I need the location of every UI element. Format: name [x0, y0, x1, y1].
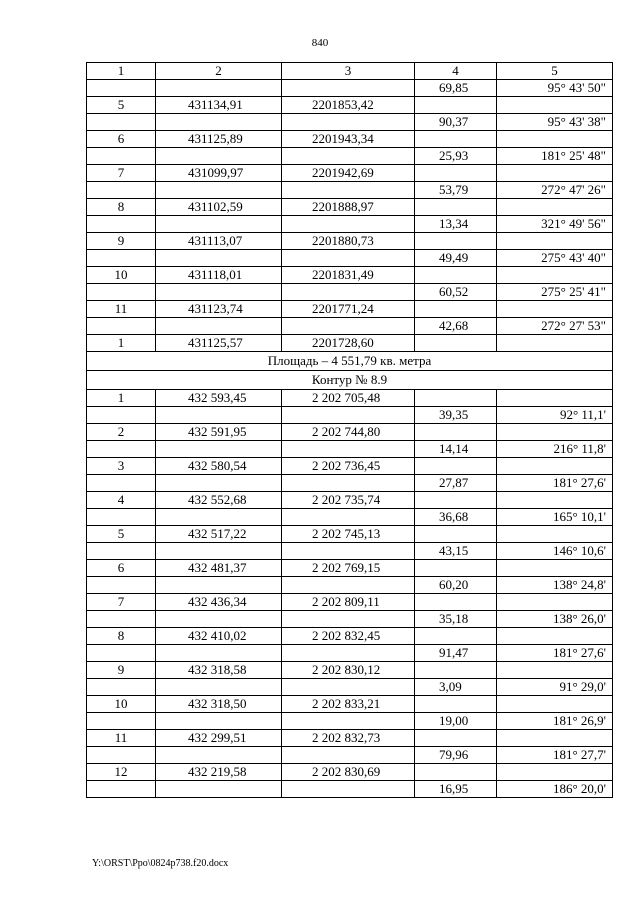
empty-cell [282, 318, 415, 335]
empty-cell [282, 80, 415, 97]
segment-bearing: 181° 25' 48" [497, 148, 613, 165]
segment-row [87, 148, 613, 165]
point-row [87, 458, 613, 475]
point-number: 6 [87, 560, 156, 577]
empty-cell [282, 679, 415, 696]
empty-cell [282, 577, 415, 594]
point-number: 4 [87, 492, 156, 509]
segment-bearing: 181° 26,9' [497, 713, 613, 730]
empty-cell [87, 713, 156, 730]
segment-row [87, 611, 613, 628]
segment-distance: 35,18 [415, 611, 497, 628]
coord-y: 2201831,49 [282, 267, 415, 284]
empty-cell [87, 182, 156, 199]
segment-distance: 42,68 [415, 318, 497, 335]
empty-cell [497, 628, 613, 645]
empty-cell [497, 594, 613, 611]
coord-y: 2 202 832,73 [282, 730, 415, 747]
coord-x: 431125,57 [156, 335, 282, 352]
coord-x: 432 299,51 [156, 730, 282, 747]
coord-x: 431099,97 [156, 165, 282, 182]
coord-x: 432 517,22 [156, 526, 282, 543]
empty-cell [282, 645, 415, 662]
segment-distance: 3,09 [415, 679, 497, 696]
point-number: 10 [87, 267, 156, 284]
empty-cell [497, 335, 613, 352]
empty-cell [156, 148, 282, 165]
point-number: 9 [87, 662, 156, 679]
segment-row [87, 713, 613, 730]
empty-cell [87, 475, 156, 492]
empty-cell [497, 696, 613, 713]
point-row [87, 335, 613, 352]
coordinates-table [86, 62, 613, 798]
segment-bearing: 272° 47' 26" [497, 182, 613, 199]
empty-cell [87, 216, 156, 233]
point-number: 9 [87, 233, 156, 250]
coord-y: 2201728,60 [282, 335, 415, 352]
coord-y: 2201853,42 [282, 97, 415, 114]
empty-cell [415, 390, 497, 407]
segment-row [87, 250, 613, 267]
section-band-text: Контур № 8.9 [87, 371, 613, 390]
segment-distance: 36,68 [415, 509, 497, 526]
point-number: 5 [87, 97, 156, 114]
empty-cell [156, 80, 282, 97]
segment-row [87, 441, 613, 458]
point-row [87, 233, 613, 250]
coord-y: 2 202 809,11 [282, 594, 415, 611]
coord-y: 2 202 769,15 [282, 560, 415, 577]
coord-y: 2201942,69 [282, 165, 415, 182]
coord-x: 432 436,34 [156, 594, 282, 611]
segment-distance: 60,52 [415, 284, 497, 301]
empty-cell [282, 407, 415, 424]
empty-cell [282, 781, 415, 798]
segment-bearing: 146° 10,6' [497, 543, 613, 560]
empty-cell [415, 730, 497, 747]
empty-cell [87, 407, 156, 424]
segment-bearing: 91° 29,0' [497, 679, 613, 696]
point-number: 2 [87, 424, 156, 441]
point-row [87, 267, 613, 284]
empty-cell [415, 560, 497, 577]
segment-row [87, 543, 613, 560]
header-cell-3: 3 [282, 63, 415, 80]
coord-x: 432 591,95 [156, 424, 282, 441]
segment-bearing: 138° 26,0' [497, 611, 613, 628]
point-number: 1 [87, 335, 156, 352]
empty-cell [497, 199, 613, 216]
empty-cell [497, 97, 613, 114]
empty-cell [497, 662, 613, 679]
segment-distance: 43,15 [415, 543, 497, 560]
segment-bearing: 165° 10,1' [497, 509, 613, 526]
point-row [87, 131, 613, 148]
segment-row [87, 509, 613, 526]
point-number: 11 [87, 730, 156, 747]
empty-cell [156, 645, 282, 662]
empty-cell [282, 441, 415, 458]
empty-cell [282, 713, 415, 730]
empty-cell [282, 509, 415, 526]
empty-cell [87, 250, 156, 267]
empty-cell [415, 628, 497, 645]
empty-cell [156, 475, 282, 492]
empty-cell [156, 611, 282, 628]
point-row [87, 301, 613, 318]
empty-cell [282, 182, 415, 199]
point-row [87, 97, 613, 114]
empty-cell [415, 696, 497, 713]
empty-cell [156, 577, 282, 594]
empty-cell [282, 475, 415, 492]
empty-cell [87, 679, 156, 696]
segment-row [87, 182, 613, 199]
empty-cell [282, 284, 415, 301]
segment-row [87, 216, 613, 233]
empty-cell [497, 560, 613, 577]
header-cell-1: 1 [87, 63, 156, 80]
point-row [87, 390, 613, 407]
coord-y: 2 202 736,45 [282, 458, 415, 475]
point-row [87, 628, 613, 645]
empty-cell [415, 97, 497, 114]
segment-bearing: 92° 11,1' [497, 407, 613, 424]
empty-cell [497, 301, 613, 318]
segment-distance: 27,87 [415, 475, 497, 492]
empty-cell [87, 284, 156, 301]
empty-cell [282, 114, 415, 131]
segment-row [87, 645, 613, 662]
empty-cell [156, 781, 282, 798]
empty-cell [282, 543, 415, 560]
segment-distance: 25,93 [415, 148, 497, 165]
segment-bearing: 138° 24,8' [497, 577, 613, 594]
empty-cell [87, 645, 156, 662]
coord-y: 2201880,73 [282, 233, 415, 250]
empty-cell [415, 267, 497, 284]
coord-y: 2 202 735,74 [282, 492, 415, 509]
empty-cell [156, 679, 282, 696]
coord-x: 432 580,54 [156, 458, 282, 475]
empty-cell [415, 131, 497, 148]
empty-cell [415, 199, 497, 216]
coord-x: 431123,74 [156, 301, 282, 318]
empty-cell [87, 781, 156, 798]
segment-row [87, 475, 613, 492]
empty-cell [156, 250, 282, 267]
page-number: 840 [311, 37, 329, 49]
empty-cell [497, 233, 613, 250]
empty-cell [415, 165, 497, 182]
empty-cell [156, 216, 282, 233]
section-band-text: Площадь – 4 551,79 кв. метра [87, 352, 613, 371]
coord-y: 2 202 705,48 [282, 390, 415, 407]
segment-distance: 14,14 [415, 441, 497, 458]
point-row [87, 764, 613, 781]
coord-x: 432 410,02 [156, 628, 282, 645]
point-row [87, 492, 613, 509]
empty-cell [497, 165, 613, 182]
empty-cell [87, 148, 156, 165]
segment-distance: 53,79 [415, 182, 497, 199]
segment-distance: 60,20 [415, 577, 497, 594]
empty-cell [415, 233, 497, 250]
point-number: 8 [87, 628, 156, 645]
empty-cell [415, 662, 497, 679]
empty-cell [415, 301, 497, 318]
empty-cell [156, 182, 282, 199]
empty-cell [497, 730, 613, 747]
empty-cell [282, 216, 415, 233]
segment-row [87, 679, 613, 696]
segment-row [87, 318, 613, 335]
empty-cell [87, 114, 156, 131]
point-number: 7 [87, 594, 156, 611]
segment-row [87, 781, 613, 798]
coord-x: 432 481,37 [156, 560, 282, 577]
point-row [87, 696, 613, 713]
point-number: 10 [87, 696, 156, 713]
table-header-row [87, 63, 613, 80]
coordinates-table-body [87, 63, 613, 798]
point-number: 12 [87, 764, 156, 781]
empty-cell [415, 492, 497, 509]
point-number: 5 [87, 526, 156, 543]
empty-cell [497, 764, 613, 781]
point-number: 1 [87, 390, 156, 407]
header-cell-5: 5 [497, 63, 613, 80]
empty-cell [87, 509, 156, 526]
point-row [87, 594, 613, 611]
coord-y: 2 202 833,21 [282, 696, 415, 713]
header-cell-4: 4 [415, 63, 497, 80]
empty-cell [497, 458, 613, 475]
empty-cell [497, 390, 613, 407]
coord-y: 2 202 830,12 [282, 662, 415, 679]
empty-cell [282, 611, 415, 628]
segment-bearing: 181° 27,7' [497, 747, 613, 764]
coord-x: 432 593,45 [156, 390, 282, 407]
segment-bearing: 321° 49' 56" [497, 216, 613, 233]
coord-y: 2 202 830,69 [282, 764, 415, 781]
point-number: 6 [87, 131, 156, 148]
empty-cell [87, 80, 156, 97]
segment-bearing: 95° 43' 50" [497, 80, 613, 97]
point-row [87, 662, 613, 679]
coord-x: 432 318,58 [156, 662, 282, 679]
empty-cell [87, 318, 156, 335]
point-row [87, 730, 613, 747]
segment-row [87, 407, 613, 424]
point-row [87, 526, 613, 543]
coord-y: 2201771,24 [282, 301, 415, 318]
empty-cell [87, 543, 156, 560]
segment-row [87, 114, 613, 131]
empty-cell [156, 318, 282, 335]
segment-distance: 13,34 [415, 216, 497, 233]
empty-cell [156, 747, 282, 764]
segment-distance: 19,00 [415, 713, 497, 730]
empty-cell [156, 407, 282, 424]
empty-cell [87, 611, 156, 628]
coord-x: 431113,07 [156, 233, 282, 250]
empty-cell [282, 250, 415, 267]
empty-cell [497, 492, 613, 509]
segment-bearing: 275° 43' 40" [497, 250, 613, 267]
segment-bearing: 275° 25' 41" [497, 284, 613, 301]
empty-cell [497, 131, 613, 148]
segment-distance: 49,49 [415, 250, 497, 267]
empty-cell [156, 543, 282, 560]
coord-y: 2201943,34 [282, 131, 415, 148]
segment-row [87, 80, 613, 97]
point-row [87, 424, 613, 441]
empty-cell [415, 594, 497, 611]
segment-distance: 16,95 [415, 781, 497, 798]
empty-cell [156, 114, 282, 131]
coord-x: 431134,91 [156, 97, 282, 114]
point-number: 8 [87, 199, 156, 216]
empty-cell [87, 747, 156, 764]
segment-bearing: 181° 27,6' [497, 645, 613, 662]
segment-bearing: 272° 27' 53" [497, 318, 613, 335]
segment-bearing: 95° 43' 38" [497, 114, 613, 131]
segment-distance: 69,85 [415, 80, 497, 97]
coord-x: 431125,89 [156, 131, 282, 148]
section-band-row [87, 371, 613, 390]
coord-x: 431102,59 [156, 199, 282, 216]
point-row [87, 560, 613, 577]
segment-row [87, 577, 613, 594]
coord-y: 2 202 745,13 [282, 526, 415, 543]
empty-cell [282, 747, 415, 764]
segment-distance: 39,35 [415, 407, 497, 424]
empty-cell [156, 713, 282, 730]
empty-cell [497, 424, 613, 441]
empty-cell [156, 509, 282, 526]
segment-row [87, 284, 613, 301]
empty-cell [415, 335, 497, 352]
empty-cell [497, 526, 613, 543]
point-number: 11 [87, 301, 156, 318]
point-row [87, 199, 613, 216]
segment-bearing: 216° 11,8' [497, 441, 613, 458]
empty-cell [87, 441, 156, 458]
coord-y: 2 202 744,80 [282, 424, 415, 441]
header-cell-2: 2 [156, 63, 282, 80]
empty-cell [282, 148, 415, 165]
empty-cell [415, 526, 497, 543]
footer-file-path: Y:\ORST\Ppo\0824p738.f20.docx [92, 858, 229, 869]
section-band-row [87, 352, 613, 371]
empty-cell [156, 441, 282, 458]
empty-cell [415, 764, 497, 781]
segment-row [87, 747, 613, 764]
point-number: 7 [87, 165, 156, 182]
coord-x: 431118,01 [156, 267, 282, 284]
coord-y: 2 202 832,45 [282, 628, 415, 645]
point-row [87, 165, 613, 182]
coord-x: 432 219,58 [156, 764, 282, 781]
segment-distance: 90,37 [415, 114, 497, 131]
empty-cell [87, 577, 156, 594]
segment-distance: 79,96 [415, 747, 497, 764]
empty-cell [415, 424, 497, 441]
segment-distance: 91,47 [415, 645, 497, 662]
segment-bearing: 186° 20,0' [497, 781, 613, 798]
coord-x: 432 318,50 [156, 696, 282, 713]
segment-bearing: 181° 27,6' [497, 475, 613, 492]
empty-cell [415, 458, 497, 475]
empty-cell [497, 267, 613, 284]
coord-x: 432 552,68 [156, 492, 282, 509]
empty-cell [156, 284, 282, 301]
point-number: 3 [87, 458, 156, 475]
coord-y: 2201888,97 [282, 199, 415, 216]
